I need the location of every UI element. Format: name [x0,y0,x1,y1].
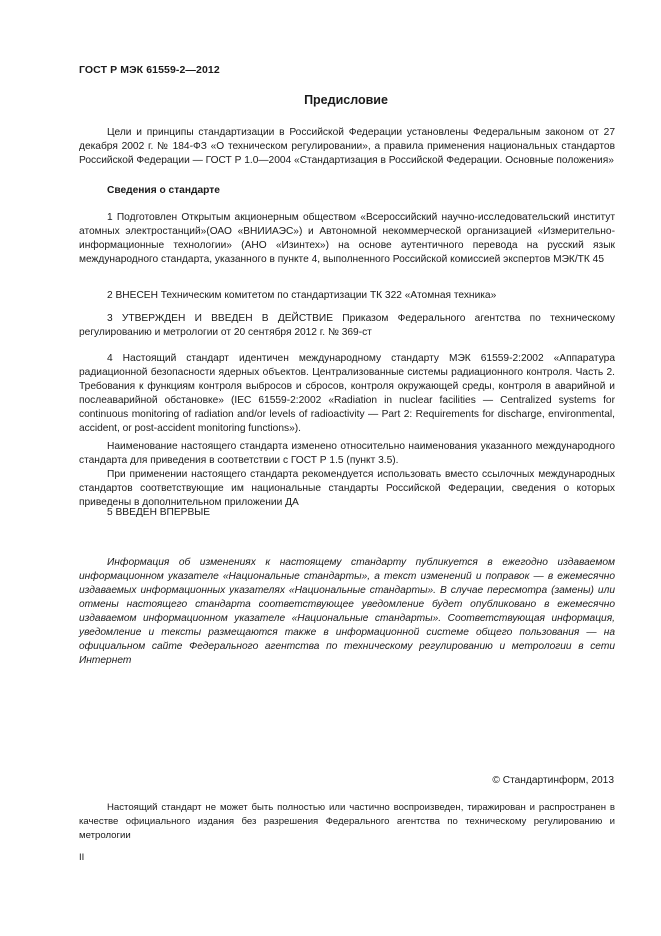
item-4-name-note: Наименование настоящего стандарта изменено относительно наименования указанного международного стандарта для приведения в соответствии с ГОСТ Р 1.5 (пункт 3.5). [79,441,615,466]
item-4-reference-note: При применении настоящего стандарта рекомендуется использовать вместо ссылочных международных стандартов соответствующие им национальные стандарты Российской Федерации, сведения о которых приведены в дополнительном приложении ДА [79,469,615,508]
page-number: II [79,852,85,863]
document-header: ГОСТ Р МЭК 61559-2—2012 [79,64,220,76]
rights-paragraph: Настоящий стандарт не может быть полностью или частично воспроизведен, тиражирован и распространен в качестве официального издания без разрешения Федерального агентства по техническому регулированию и метрологии [79,802,615,841]
intro-paragraph: Цели и принципы стандартизации в Российской Федерации установлены Федеральным законом от 27 декабря 2002 г. № 184-ФЗ «О техническом регулировании», а правила применения национальных стандартов Российской Федерации — ГОСТ Р 1.0—2004 «Стандартизация в Российской Федерации. Основные положения» [79,127,615,166]
page-title: Предисловие [304,93,388,107]
item-3-paragraph: 3 УТВЕРЖДЕН И ВВЕДЕН В ДЕЙСТВИЕ Приказом Федерального агентства по техническому регулированию и метрологии от 20 сентября 2012 г. № 369-ст [79,313,615,338]
notice-paragraph: Информация об изменениях к настоящему стандарту публикуется в ежегодно издаваемом информационном указателе «Национальные стандарты», а текст изменений и поправок — в ежемесячно издаваемых информационных указателях «Национальные стандарты». В случае пересмотра (замены) или отмены настоящего стандарта соответствующее уведомление будет опубликовано в ежемесячно издаваемом информационном указателе «Национальные стандарты». Соответствующая информация, уведомление и тексты размещаются также в информационной системе общего пользования — на официальном сайте Федерального агентства по техническому регулированию и метрологии в сети Интернет [79,557,615,666]
item-5-paragraph: 5 ВВЕДЕН ВПЕРВЫЕ [107,507,211,518]
section-heading: Сведения о стандарте [107,185,220,196]
item-4-paragraph: 4 Настоящий стандарт идентичен международному стандарту МЭК 61559-2:2002 «Аппаратура радиационной безопасности ядерных объектов. Централизованные системы радиационного контроля. Часть 2. Требования к функциям контроля выбросов и сбросов, контроля окружающей среды, контроля в аварийной и послеаварийной обстановке» (IEC 61559-2:2002 «Radiation in nuclear facilities — Centralized systems for continuous monitoring of radiation and/or levels of radioactivity — Part 2: Requirements for discharge, environmental, accident, or post-accident monitoring functions»). [79,353,615,434]
item-2-paragraph: 2 ВНЕСЕН Техническим комитетом по стандартизации ТК 322 «Атомная техника» [107,290,497,301]
copyright-line: © Стандартинформ, 2013 [492,775,614,786]
item-1-paragraph: 1 Подготовлен Открытым акционерным обществом «Всероссийский научно-исследовательский институт атомных электростанций»(ОАО «ВНИИАЭС») и Автономной некоммерческой организацией «Измерительно-информационные технологии» (АНО «Изинтех») на основе аутентичного перевода на русский язык международного стандарта, указанного в пункте 4, выполненного Российской комиссией экспертов МЭК/ТК 45 [79,212,615,265]
